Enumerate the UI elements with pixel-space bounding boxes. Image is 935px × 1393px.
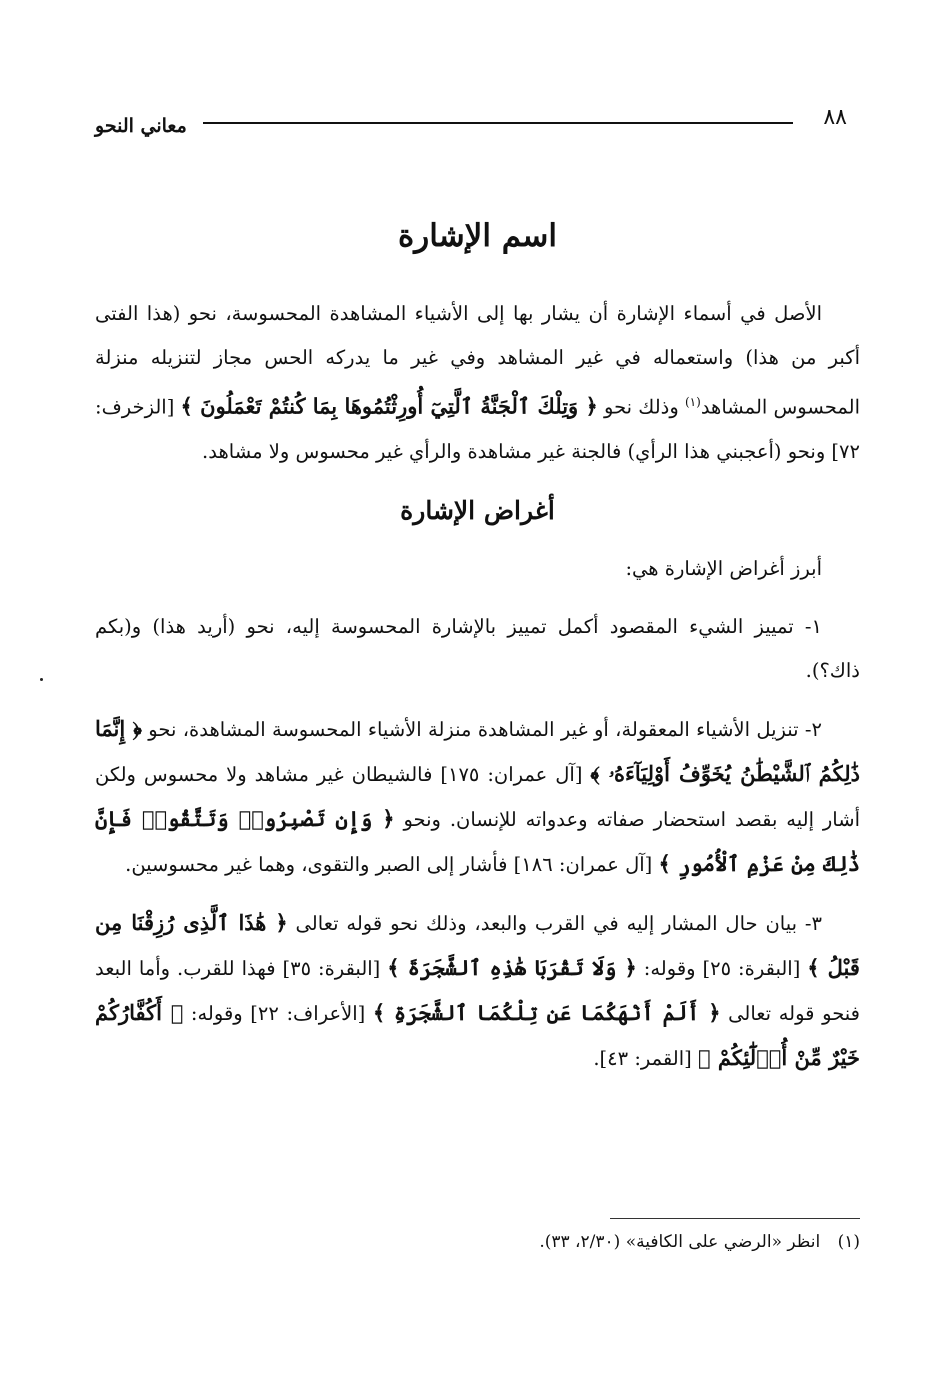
text-run: ٢- تنزيل الأشياء المعقولة، أو غير المشاهدة منزلة الأشياء المحسوسة المشاهدة، نحو: [141, 717, 822, 741]
quran-verse: ﴿ وَلَا تَقْرَبَا هَٰذِهِ ٱلشَّجَرَةَ ﴾: [387, 954, 637, 980]
list-item-3: [95, 901, 860, 1081]
footnote: [160, 1232, 860, 1252]
book-title: معاني النحو: [95, 115, 187, 137]
scan-speck: [40, 678, 43, 681]
quran-verse: ﴿ أَكُفَّارُكُمْ خَيْرٌ مِّنْ أُو۟لَٰٓئِكُمْ ﴾: [95, 999, 860, 1070]
text-run: [القمر: ٤٣].: [593, 1046, 698, 1070]
header-rule: [203, 122, 793, 124]
text-run: [البقرة: ٣٥] فهذا للقرب. وأما البعد فنحو قوله تعالى: [95, 956, 860, 1025]
text-run: [الزخرف: ٧٢] ونحو (أعجبني هذا الرأي) فالجنة غير مشاهدة والرأي غير محسوس ولا مشاهد.: [95, 395, 860, 463]
text-run: ٣- بيان حال المشار إليه في القرب والبعد، وذلك نحو قوله تعالى: [287, 911, 822, 935]
paragraph-intro: [95, 292, 860, 474]
text-run: [الأعراف: ٢٢] وقوله:: [183, 1001, 373, 1025]
footnote-reference: (١): [684, 395, 701, 409]
list-item-1: ١- تمييز الشيء المقصود أكمل تمييز بالإشارة المحسوسة إليه، نحو (أريد هذا) و(بكم ذاك؟).: [95, 614, 860, 682]
text-run: وذلك نحو: [597, 395, 685, 419]
quran-verse: ﴿ أَلَمْ أَنْهَكُمَا عَن تِلْكُمَا ٱلشَّجَرَةِ ﴾: [372, 999, 721, 1025]
text-run: [البقرة: ٢٥] وقوله:: [636, 956, 808, 980]
quran-verse: ﴿ هَٰذَا ٱلَّذِى رُزِقْنَا مِن قَبْلُ ﴾: [95, 909, 860, 980]
purposes-intro: أبرز أغراض الإشارة هي:: [625, 556, 822, 580]
running-head: [95, 105, 855, 145]
text-run: الأصل في أسماء الإشارة أن يشار بها إلى الأشياء المشاهدة المحسوسة، نحو (هذا الفتى أكبر من هذا) واستعماله في غير المشاهد وفي غير ما يدركه الحس مجاز لتنزيله منزلة المحسوس المشاهد: [95, 302, 860, 419]
quran-verse: ﴿ إِنَّمَا ذَٰلِكُمُ ٱلشَّيْطَٰنُ يُخَوِّفُ أَوْلِيَآءَهُۥ ﴾: [95, 715, 861, 786]
section-title-demonstratives: اسم الإشارة: [398, 218, 557, 254]
page-body: [95, 218, 860, 1095]
footnote-rule: [610, 1218, 860, 1219]
footnote-text: انظر «الرضي على الكافية» (٢/٣٠، ٣٣).: [539, 1232, 821, 1252]
page-number: ٨٨: [823, 105, 847, 130]
text-run: [آل عمران: ١٧٥] فالشيطان غير مشاهد ولا محسوس ولكن أشار إليه بقصد استحضار صفاته وعدواته للإنسان. ونحو: [95, 762, 860, 831]
quran-verse: ﴿ وَإِن تَصْبِرُوا۟ وَتَتَّقُوا۟ فَإِنَّ ذَٰلِكَ مِنْ عَزْمِ ٱلْأُمُورِ ﴾: [95, 805, 860, 876]
text-run: [آل عمران: ١٨٦] فأشار إلى الصبر والتقوى، وهما غير محسوسين.: [125, 852, 659, 876]
quran-verse: ﴿ وَتِلْكَ ٱلْجَنَّةُ ٱلَّتِيٓ أُورِثْتُمُوهَا بِمَا كُنتُمْ تَعْمَلُونَ ﴾: [180, 393, 598, 419]
list-item-2: [95, 707, 860, 887]
footnote-marker: (١): [837, 1232, 860, 1252]
section-title-purposes: أغراض الإشارة: [400, 495, 555, 525]
